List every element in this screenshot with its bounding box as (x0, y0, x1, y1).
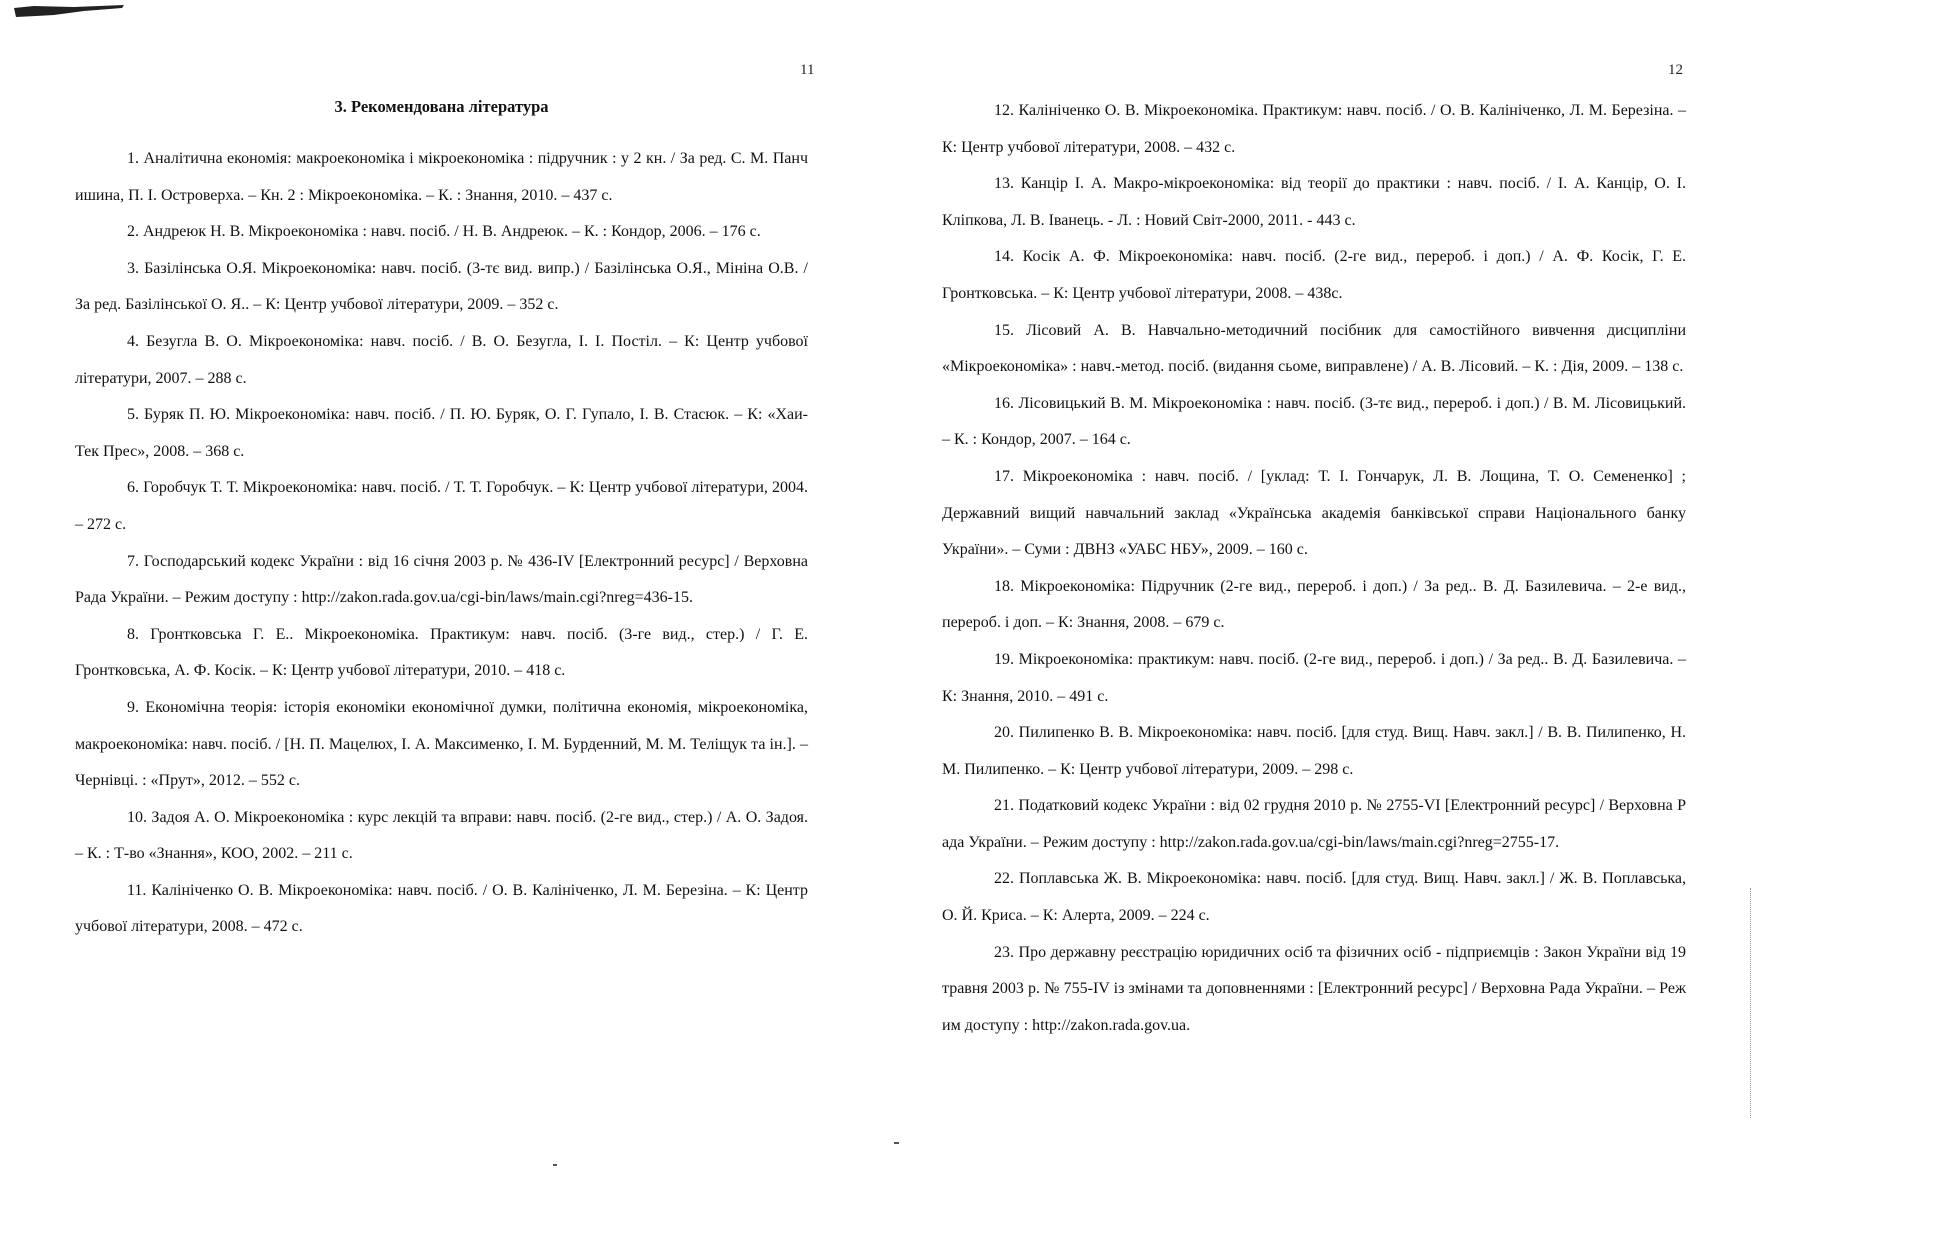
reference-item: 18. Мікроекономіка: Підручник (2-ге вид., перероб. і доп.) / За ред.. В. Д. Базилевича. – 2-е вид., перероб. і доп. – К: Знання, 2008. – 679 с. (942, 577, 1686, 632)
reference-item: 5. Буряк П. Ю. Мікроекономіка: навч. посіб. / П. Ю. Буряк, О. Г. Гупало, І. В. Стасюк. – К: «Хаи-Тек Прес», 2008. – 368 с. (75, 406, 808, 460)
reference-item: 12. Калініченко О. В. Мікроекономіка. Практикум: навч. посіб. / О. В. Калініченко, Л. М. Березіна. – К: Центр учбової літератури, 2008. – 432 с. (942, 102, 1686, 156)
reference-item: 13. Канцір І. А. Макро-мікроекономіка: від теорії до практики : навч. посіб. / І. А. Канцір, О. І. Кліпкова, Л. В. Іванець. - Л. : Новий Світ-2000, 2011. - 443 с. (942, 175, 1686, 229)
scan-speck (553, 1164, 557, 1166)
scan-margin-rule (1750, 888, 1751, 1118)
reference-item: 16. Лісовицький В. М. Мікроекономіка : навч. посіб. (3-тє вид., перероб. і доп.) / В. М. Лісовицький. – К. : Кондор, 2007. – 164 с. (942, 394, 1686, 449)
reference-item: 21. Податковий кодекс України : від 02 грудня 2010 р. № 2755-VI [Електронний ресурс] / Верховна Рада України. – Режим доступу : http://zakon.rada.gov.ua/cgi-bin/laws/main.cgi?nreg=2755-17. (942, 797, 1686, 851)
page-number-left: 11 (800, 62, 815, 78)
reference-item: 20. Пилипенко В. В. Мікроекономіка: навч. посіб. [для студ. Вищ. Навч. закл.] / В. В. Пилипенко, Н. М. Пилипенко. – К: Центр учбової літератури, 2009. – 298 с. (942, 724, 1686, 778)
reference-item: 7. Господарський кодекс України : від 16 січня 2003 р. № 436-IV [Електронний ресурс] / Верховна Рада України. – Режим доступу : http://zakon.rada.gov.ua/cgi-bin/laws/main.cgi?nreg=436-15. (75, 552, 808, 607)
reference-item: 17. Мікроекономіка : навч. посіб. / [уклад: Т. І. Гончарук, Л. В. Лощина, Т. О. Семененко] ; Державний вищий навчальний заклад «Українська академія банківської справи Національного банку України». – Суми : ДВНЗ «УАБС НБУ», 2009. – 160 с. (942, 467, 1686, 559)
reference-item: 11. Калініченко О. В. Мікроекономіка: навч. посіб. / О. В. Калініченко, Л. М. Березіна. – К: Центр учбової літератури, 2008. – 472 с. (75, 881, 808, 936)
page-number-right: 12 (1668, 62, 1683, 78)
section-title: 3. Рекомендована література (334, 97, 549, 116)
scan-artifact (14, 4, 124, 18)
reference-item: 15. Лісовий А. В. Навчально-методичний посібник для самостійного вивчення дисципліни «Мікроекономіка» : навч.-метод. посіб. (видання сьоме, виправлене) / А. В. Лісовий. – К. : Дія, 2009. – 138 с. (942, 321, 1686, 376)
reference-item: 19. Мікроекономіка: практикум: навч. посіб. (2-ге вид., перероб. і доп.) / За ред.. В. Д. Базилевича. – К: Знання, 2010. – 491 с. (942, 650, 1686, 705)
right-page-column (942, 93, 1686, 1044)
reference-item: 1. Аналітична економія: макроекономіка і мікроекономіка : підручник : у 2 кн. / За ред. С. М. Панчишина, П. І. Островерха. – Кн. 2 : Мікроекономіка. – К. : Знання, 2010. – 437 с. (75, 150, 808, 204)
reference-item: 14. Косік А. Ф. Мікроекономіка: навч. посіб. (2-ге вид., перероб. і доп.) / А. Ф. Косік, Г. Е. Гронтковська. – К: Центр учбової літератури, 2008. – 438с. (942, 248, 1686, 302)
reference-item: 6. Горобчук Т. Т. Мікроекономіка: навч. посіб. / Т. Т. Горобчук. – К: Центр учбової літератури, 2004. – 272 с. (75, 479, 808, 533)
reference-item: 22. Поплавська Ж. В. Мікроекономіка: навч. посіб. [для студ. Вищ. Навч. закл.] / Ж. В. Поплавська, О. Й. Криса. – К: Алерта, 2009. – 224 с. (942, 870, 1686, 925)
reference-item: 9. Економічна теорія: історія економіки економічної думки, політична економія, мікроекономіка, макроекономіка: навч. посіб. / [Н. П. Мацелюх, І. А. Максименко, І. М. Бурденний, М. М. Теліщук та ін.]. – Чернівці. : «Прут», 2012. – 552 с. (75, 698, 808, 790)
reference-item: 3. Базілінська О.Я. Мікроекономіка: навч. посіб. (3-тє вид. випр.) / Базілінська О.Я., Мініна О.В. / За ред. Базілінської О. Я.. – К: Центр учбової літератури, 2009. – 352 с. (75, 259, 808, 314)
reference-item: 10. Задоя А. О. Мікроекономіка : курс лекцій та вправи: навч. посіб. (2-ге вид., стер.) / А. О. Задоя. – К. : Т-во «Знання», КОО, 2002. – 211 с. (75, 808, 808, 863)
reference-item: 2. Андреюк Н. В. Мікроекономіка : навч. посіб. / Н. В. Андреюк. – К. : Кондор, 2006. – 176 с. (127, 223, 761, 241)
left-page-column (75, 93, 808, 946)
reference-item: 4. Безугла В. О. Мікроекономіка: навч. посіб. / В. О. Безугла, І. І. Постіл. – К: Центр учбової літератури, 2007. – 288 с. (75, 332, 808, 387)
scan-speck (894, 1142, 899, 1144)
reference-item: 23. Про державну реєстрацію юридичних осіб та фізичних осіб - підприємців : Закон України від 19 травня 2003 р. № 755-IV із змінами та доповненнями : [Електронний ресурс] / Верховна Рада України. – Режим доступу : http://zakon.rada.gov.ua. (942, 943, 1686, 1034)
reference-item: 8. Гронтковська Г. Е.. Мікроекономіка. Практикум: навч. посіб. (3-ге вид., стер.) / Г. Е. Гронтковська, А. Ф. Косік. – К: Центр учбової літератури, 2010. – 418 с. (75, 625, 808, 680)
